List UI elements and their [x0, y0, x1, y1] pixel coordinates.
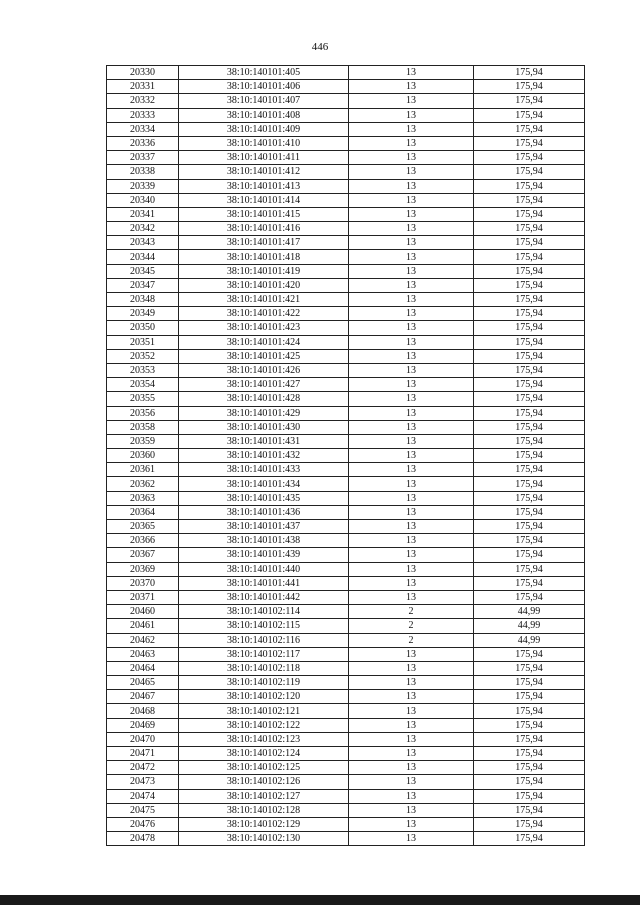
table-cell-count: 13 — [349, 548, 474, 562]
table-cell-number: 20360 — [107, 449, 179, 463]
table-cell-count: 13 — [349, 817, 474, 831]
table-cell-number: 20355 — [107, 392, 179, 406]
table-cell-value: 175,94 — [474, 222, 585, 236]
table-cell-cadastral-id: 38:10:140101:420 — [179, 278, 349, 292]
table-cell-cadastral-id: 38:10:140101:438 — [179, 534, 349, 548]
table-cell-count: 13 — [349, 94, 474, 108]
table-cell-number: 20350 — [107, 321, 179, 335]
table-row — [107, 236, 585, 250]
table-row — [107, 633, 585, 647]
table-cell-cadastral-id: 38:10:140102:129 — [179, 817, 349, 831]
table-cell-count: 13 — [349, 676, 474, 690]
table-cell-count: 13 — [349, 222, 474, 236]
table-cell-cadastral-id: 38:10:140101:422 — [179, 307, 349, 321]
table-row — [107, 690, 585, 704]
table-cell-value: 175,94 — [474, 534, 585, 548]
table-cell-cadastral-id: 38:10:140102:127 — [179, 789, 349, 803]
table-cell-cadastral-id: 38:10:140101:441 — [179, 576, 349, 590]
table-cell-value: 175,94 — [474, 378, 585, 392]
table-cell-number: 20359 — [107, 434, 179, 448]
table-row — [107, 293, 585, 307]
table-cell-number: 20342 — [107, 222, 179, 236]
table-cell-count: 13 — [349, 463, 474, 477]
table-cell-count: 13 — [349, 151, 474, 165]
table-cell-count: 13 — [349, 108, 474, 122]
table-row — [107, 392, 585, 406]
table-cell-cadastral-id: 38:10:140102:122 — [179, 718, 349, 732]
table-row — [107, 562, 585, 576]
table-cell-count: 13 — [349, 690, 474, 704]
table-cell-number: 20331 — [107, 80, 179, 94]
page-number: 446 — [311, 41, 329, 53]
table-cell-cadastral-id: 38:10:140102:123 — [179, 732, 349, 746]
table-row — [107, 477, 585, 491]
table-cell-value: 175,94 — [474, 94, 585, 108]
table-cell-count: 13 — [349, 378, 474, 392]
table-cell-number: 20358 — [107, 420, 179, 434]
table-cell-count: 13 — [349, 747, 474, 761]
table-cell-cadastral-id: 38:10:140102:130 — [179, 832, 349, 846]
table-cell-number: 20370 — [107, 576, 179, 590]
table-cell-count: 13 — [349, 250, 474, 264]
table-cell-number: 20369 — [107, 562, 179, 576]
table-cell-number: 20474 — [107, 789, 179, 803]
table-cell-value: 175,94 — [474, 108, 585, 122]
table-cell-cadastral-id: 38:10:140101:427 — [179, 378, 349, 392]
table-cell-count: 13 — [349, 349, 474, 363]
table-cell-cadastral-id: 38:10:140102:125 — [179, 761, 349, 775]
table-row — [107, 548, 585, 562]
table-cell-value: 175,94 — [474, 463, 585, 477]
table-cell-number: 20347 — [107, 278, 179, 292]
table-cell-value: 175,94 — [474, 307, 585, 321]
table-cell-value: 175,94 — [474, 179, 585, 193]
table-cell-number: 20462 — [107, 633, 179, 647]
table-cell-cadastral-id: 38:10:140101:423 — [179, 321, 349, 335]
table-cell-cadastral-id: 38:10:140101:439 — [179, 548, 349, 562]
table-cell-value: 175,94 — [474, 817, 585, 831]
table-row — [107, 803, 585, 817]
table-row — [107, 576, 585, 590]
table-cell-number: 20467 — [107, 690, 179, 704]
table-cell-number: 20471 — [107, 747, 179, 761]
table-cell-count: 13 — [349, 505, 474, 519]
table-cell-cadastral-id: 38:10:140101:419 — [179, 264, 349, 278]
table-cell-number: 20468 — [107, 704, 179, 718]
table-cell-value: 175,94 — [474, 449, 585, 463]
table-row — [107, 761, 585, 775]
table-row — [107, 676, 585, 690]
table-cell-value: 175,94 — [474, 392, 585, 406]
table-cell-cadastral-id: 38:10:140102:128 — [179, 803, 349, 817]
table-row — [107, 278, 585, 292]
table-cell-count: 13 — [349, 449, 474, 463]
table-cell-cadastral-id: 38:10:140101:406 — [179, 80, 349, 94]
table-cell-cadastral-id: 38:10:140102:124 — [179, 747, 349, 761]
table-cell-cadastral-id: 38:10:140101:434 — [179, 477, 349, 491]
table-row — [107, 136, 585, 150]
table-cell-cadastral-id: 38:10:140101:432 — [179, 449, 349, 463]
table-cell-cadastral-id: 38:10:140102:114 — [179, 605, 349, 619]
table-cell-number: 20476 — [107, 817, 179, 831]
table-cell-value: 175,94 — [474, 732, 585, 746]
table-cell-cadastral-id: 38:10:140101:407 — [179, 94, 349, 108]
table-cell-count: 13 — [349, 477, 474, 491]
table-cell-number: 20356 — [107, 406, 179, 420]
table-cell-cadastral-id: 38:10:140101:442 — [179, 590, 349, 604]
table-row — [107, 647, 585, 661]
table-cell-cadastral-id: 38:10:140102:115 — [179, 619, 349, 633]
table-cell-cadastral-id: 38:10:140101:418 — [179, 250, 349, 264]
table-cell-cadastral-id: 38:10:140101:428 — [179, 392, 349, 406]
table-cell-count: 13 — [349, 321, 474, 335]
table-row — [107, 335, 585, 349]
table-cell-cadastral-id: 38:10:140102:119 — [179, 676, 349, 690]
cadastral-table — [106, 65, 585, 846]
table-cell-value: 175,94 — [474, 363, 585, 377]
table-cell-cadastral-id: 38:10:140102:117 — [179, 647, 349, 661]
table-cell-count: 13 — [349, 193, 474, 207]
table-row — [107, 151, 585, 165]
table-cell-number: 20334 — [107, 122, 179, 136]
table-cell-count: 2 — [349, 605, 474, 619]
table-cell-cadastral-id: 38:10:140101:410 — [179, 136, 349, 150]
table-cell-count: 13 — [349, 832, 474, 846]
table-cell-value: 175,94 — [474, 122, 585, 136]
table-cell-count: 13 — [349, 66, 474, 80]
table-cell-count: 13 — [349, 80, 474, 94]
table-cell-cadastral-id: 38:10:140101:416 — [179, 222, 349, 236]
table-cell-value: 175,94 — [474, 207, 585, 221]
table-row — [107, 222, 585, 236]
table-row — [107, 122, 585, 136]
table-cell-value: 175,94 — [474, 661, 585, 675]
table-cell-value: 175,94 — [474, 576, 585, 590]
table-cell-count: 13 — [349, 576, 474, 590]
table-cell-number: 20363 — [107, 491, 179, 505]
table-row — [107, 363, 585, 377]
table-cell-value: 175,94 — [474, 321, 585, 335]
table-cell-count: 13 — [349, 534, 474, 548]
table-cell-cadastral-id: 38:10:140102:116 — [179, 633, 349, 647]
table-row — [107, 66, 585, 80]
table-cell-value: 175,94 — [474, 505, 585, 519]
table-cell-cadastral-id: 38:10:140101:430 — [179, 420, 349, 434]
table-row — [107, 349, 585, 363]
table-cell-count: 13 — [349, 789, 474, 803]
table-row — [107, 264, 585, 278]
table-cell-number: 20341 — [107, 207, 179, 221]
table-cell-count: 13 — [349, 562, 474, 576]
table-cell-count: 13 — [349, 136, 474, 150]
table-cell-count: 13 — [349, 165, 474, 179]
table-cell-cadastral-id: 38:10:140101:436 — [179, 505, 349, 519]
table-cell-count: 13 — [349, 647, 474, 661]
table-cell-cadastral-id: 38:10:140101:429 — [179, 406, 349, 420]
table-cell-number: 20343 — [107, 236, 179, 250]
table-cell-count: 13 — [349, 307, 474, 321]
table-cell-value: 175,94 — [474, 747, 585, 761]
table-row — [107, 605, 585, 619]
table-cell-cadastral-id: 38:10:140101:424 — [179, 335, 349, 349]
table-cell-number: 20345 — [107, 264, 179, 278]
table-cell-value: 175,94 — [474, 647, 585, 661]
table-row — [107, 718, 585, 732]
table-row — [107, 80, 585, 94]
table-cell-value: 44,99 — [474, 605, 585, 619]
table-cell-cadastral-id: 38:10:140101:412 — [179, 165, 349, 179]
table-cell-cadastral-id: 38:10:140102:126 — [179, 775, 349, 789]
table-cell-number: 20478 — [107, 832, 179, 846]
table-cell-count: 13 — [349, 236, 474, 250]
table-cell-value: 175,94 — [474, 520, 585, 534]
table-cell-count: 13 — [349, 590, 474, 604]
table-cell-number: 20365 — [107, 520, 179, 534]
table-cell-number: 20475 — [107, 803, 179, 817]
table-row — [107, 378, 585, 392]
table-cell-value: 175,94 — [474, 434, 585, 448]
table-cell-value: 175,94 — [474, 676, 585, 690]
table-cell-cadastral-id: 38:10:140101:415 — [179, 207, 349, 221]
table-cell-number: 20473 — [107, 775, 179, 789]
table-cell-number: 20470 — [107, 732, 179, 746]
table-row — [107, 747, 585, 761]
table-cell-number: 20330 — [107, 66, 179, 80]
table-cell-number: 20362 — [107, 477, 179, 491]
table-cell-value: 175,94 — [474, 236, 585, 250]
table-cell-number: 20332 — [107, 94, 179, 108]
table-cell-count: 13 — [349, 661, 474, 675]
table-cell-count: 13 — [349, 434, 474, 448]
table-cell-value: 175,94 — [474, 193, 585, 207]
table-cell-cadastral-id: 38:10:140101:409 — [179, 122, 349, 136]
table-cell-number: 20464 — [107, 661, 179, 675]
table-row — [107, 307, 585, 321]
table-cell-value: 175,94 — [474, 250, 585, 264]
table-cell-number: 20344 — [107, 250, 179, 264]
table-cell-value: 175,94 — [474, 406, 585, 420]
table-cell-value: 175,94 — [474, 704, 585, 718]
table-row — [107, 108, 585, 122]
table-cell-value: 175,94 — [474, 690, 585, 704]
table-cell-count: 13 — [349, 732, 474, 746]
table-cell-count: 2 — [349, 619, 474, 633]
table-cell-value: 175,94 — [474, 293, 585, 307]
table-row — [107, 94, 585, 108]
table-cell-count: 13 — [349, 520, 474, 534]
table-row — [107, 704, 585, 718]
table-cell-cadastral-id: 38:10:140101:440 — [179, 562, 349, 576]
table-row — [107, 250, 585, 264]
table-cell-count: 13 — [349, 718, 474, 732]
table-cell-number: 20367 — [107, 548, 179, 562]
table-cell-number: 20371 — [107, 590, 179, 604]
table-cell-value: 175,94 — [474, 349, 585, 363]
table-cell-number: 20461 — [107, 619, 179, 633]
table-cell-number: 20336 — [107, 136, 179, 150]
table-cell-number: 20340 — [107, 193, 179, 207]
table-row — [107, 193, 585, 207]
table-cell-count: 13 — [349, 293, 474, 307]
table-cell-number: 20349 — [107, 307, 179, 321]
table-row — [107, 434, 585, 448]
table-row — [107, 789, 585, 803]
table-cell-count: 13 — [349, 761, 474, 775]
table-cell-number: 20352 — [107, 349, 179, 363]
table-row — [107, 165, 585, 179]
table-row — [107, 817, 585, 831]
table-cell-value: 175,94 — [474, 775, 585, 789]
table-cell-count: 13 — [349, 704, 474, 718]
table-cell-number: 20333 — [107, 108, 179, 122]
table-cell-value: 175,94 — [474, 136, 585, 150]
table-cell-number: 20338 — [107, 165, 179, 179]
table-cell-value: 175,94 — [474, 803, 585, 817]
table-cell-value: 175,94 — [474, 278, 585, 292]
table-cell-cadastral-id: 38:10:140101:431 — [179, 434, 349, 448]
table-row — [107, 732, 585, 746]
table-cell-cadastral-id: 38:10:140101:413 — [179, 179, 349, 193]
table-cell-value: 175,94 — [474, 789, 585, 803]
table-cell-value: 175,94 — [474, 151, 585, 165]
table-row — [107, 449, 585, 463]
table-cell-count: 13 — [349, 803, 474, 817]
table-cell-number: 20472 — [107, 761, 179, 775]
table-cell-number: 20351 — [107, 335, 179, 349]
table-row — [107, 590, 585, 604]
table-cell-cadastral-id: 38:10:140101:414 — [179, 193, 349, 207]
table-row — [107, 491, 585, 505]
table-row — [107, 463, 585, 477]
table-cell-count: 13 — [349, 420, 474, 434]
table-cell-cadastral-id: 38:10:140101:433 — [179, 463, 349, 477]
table-cell-value: 175,94 — [474, 165, 585, 179]
table-cell-value: 175,94 — [474, 335, 585, 349]
table-cell-count: 13 — [349, 775, 474, 789]
table-cell-value: 175,94 — [474, 491, 585, 505]
table-row — [107, 832, 585, 846]
table-cell-cadastral-id: 38:10:140102:121 — [179, 704, 349, 718]
table-cell-number: 20366 — [107, 534, 179, 548]
table-cell-cadastral-id: 38:10:140102:120 — [179, 690, 349, 704]
table-row — [107, 321, 585, 335]
table-cell-value: 175,94 — [474, 80, 585, 94]
table-row — [107, 406, 585, 420]
table-cell-number: 20337 — [107, 151, 179, 165]
table-cell-value: 175,94 — [474, 562, 585, 576]
table-cell-count: 13 — [349, 122, 474, 136]
table-cell-count: 13 — [349, 179, 474, 193]
table-cell-number: 20460 — [107, 605, 179, 619]
table-row — [107, 207, 585, 221]
table-cell-cadastral-id: 38:10:140101:435 — [179, 491, 349, 505]
table-cell-value: 175,94 — [474, 66, 585, 80]
table-row — [107, 619, 585, 633]
table-row — [107, 520, 585, 534]
table-cell-value: 44,99 — [474, 619, 585, 633]
table-cell-cadastral-id: 38:10:140101:425 — [179, 349, 349, 363]
table-cell-number: 20364 — [107, 505, 179, 519]
table-cell-number: 20353 — [107, 363, 179, 377]
page-bottom-edge — [0, 895, 640, 905]
table-cell-number: 20339 — [107, 179, 179, 193]
table-cell-number: 20348 — [107, 293, 179, 307]
table-cell-value: 175,94 — [474, 590, 585, 604]
table-cell-cadastral-id: 38:10:140101:421 — [179, 293, 349, 307]
table-cell-number: 20469 — [107, 718, 179, 732]
table-cell-count: 13 — [349, 491, 474, 505]
table-cell-count: 13 — [349, 264, 474, 278]
table-cell-value: 175,94 — [474, 420, 585, 434]
table-cell-number: 20354 — [107, 378, 179, 392]
table-cell-value: 175,94 — [474, 477, 585, 491]
table-body — [107, 66, 585, 846]
table-row — [107, 505, 585, 519]
table-cell-cadastral-id: 38:10:140101:417 — [179, 236, 349, 250]
table-cell-number: 20465 — [107, 676, 179, 690]
table-cell-value: 175,94 — [474, 832, 585, 846]
table-cell-cadastral-id: 38:10:140101:405 — [179, 66, 349, 80]
table-cell-count: 13 — [349, 207, 474, 221]
table-cell-value: 175,94 — [474, 264, 585, 278]
table-cell-value: 175,94 — [474, 761, 585, 775]
table-cell-value: 44,99 — [474, 633, 585, 647]
table-cell-count: 13 — [349, 406, 474, 420]
table-row — [107, 420, 585, 434]
table-cell-number: 20463 — [107, 647, 179, 661]
table-row — [107, 179, 585, 193]
table-row — [107, 775, 585, 789]
table-cell-cadastral-id: 38:10:140101:426 — [179, 363, 349, 377]
table-row — [107, 661, 585, 675]
table-cell-cadastral-id: 38:10:140101:411 — [179, 151, 349, 165]
table-cell-count: 13 — [349, 363, 474, 377]
table-cell-cadastral-id: 38:10:140101:437 — [179, 520, 349, 534]
table-cell-cadastral-id: 38:10:140102:118 — [179, 661, 349, 675]
table-cell-count: 2 — [349, 633, 474, 647]
table-cell-count: 13 — [349, 392, 474, 406]
table-cell-value: 175,94 — [474, 718, 585, 732]
table-row — [107, 534, 585, 548]
table-cell-count: 13 — [349, 278, 474, 292]
table-cell-number: 20361 — [107, 463, 179, 477]
table-cell-value: 175,94 — [474, 548, 585, 562]
table-cell-cadastral-id: 38:10:140101:408 — [179, 108, 349, 122]
table-cell-count: 13 — [349, 335, 474, 349]
